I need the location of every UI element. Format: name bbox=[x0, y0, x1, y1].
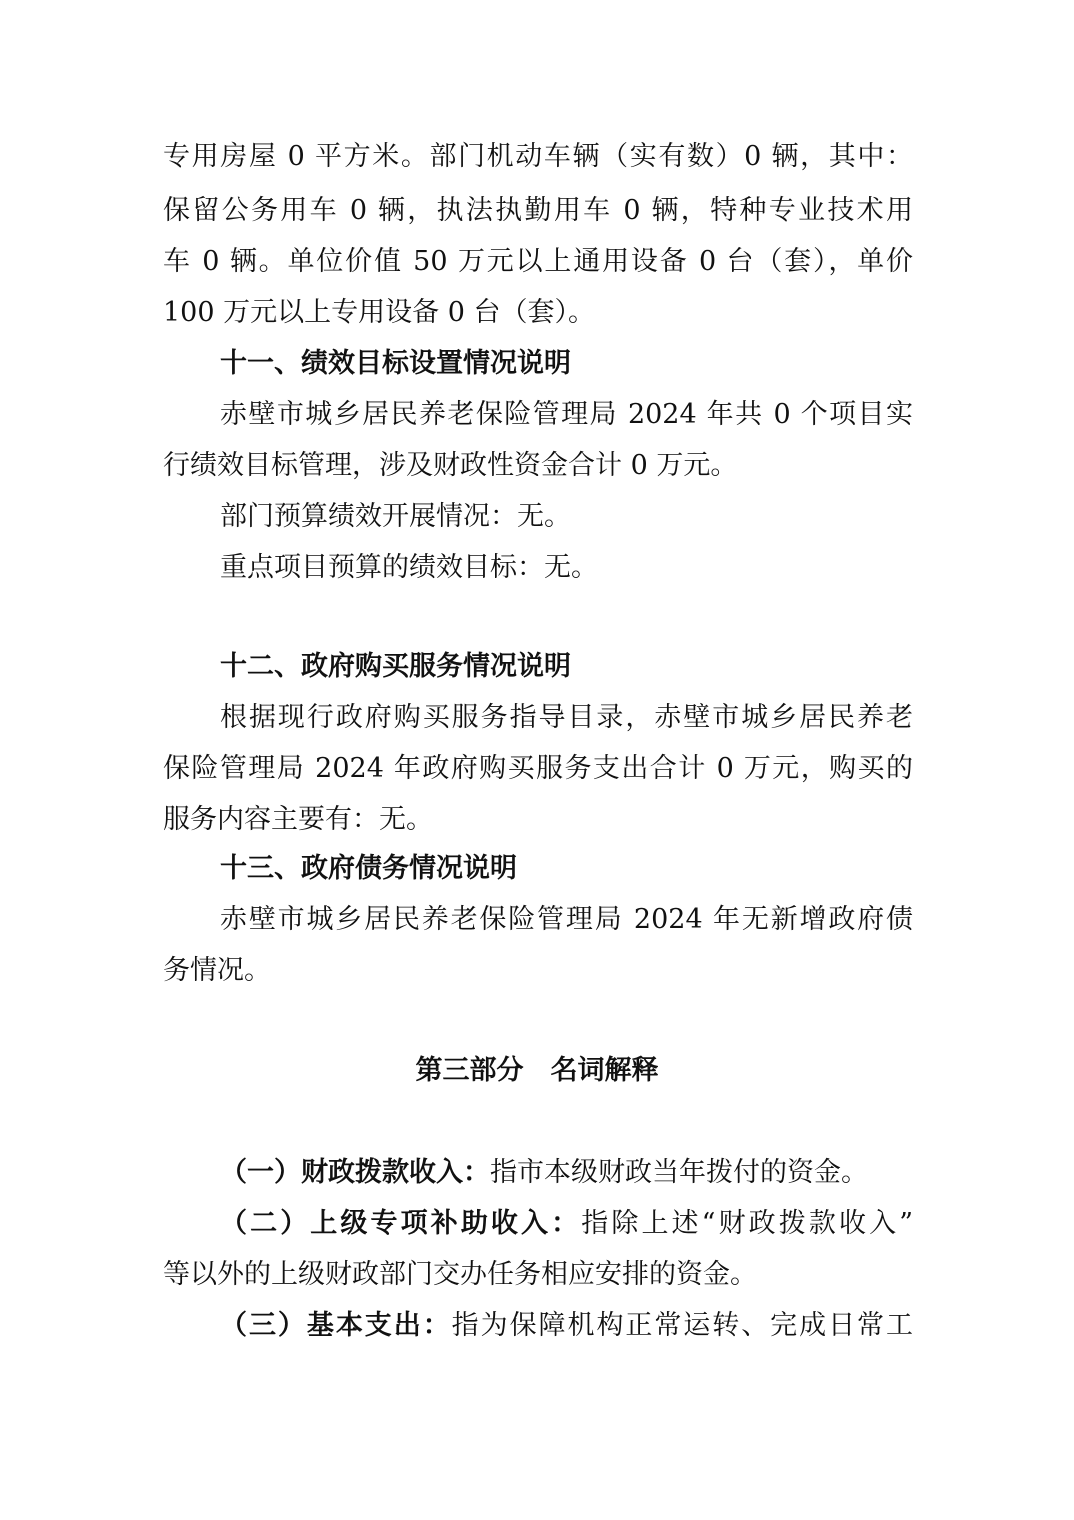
paragraph-line: 车 0 辆。单位价值 50 万元以上通用设备 0 台（套），单价 bbox=[163, 246, 913, 277]
definition-line bbox=[163, 1257, 913, 1293]
definition-text: 指市本级财政当年拨付的资金。 bbox=[490, 1157, 868, 1188]
definition-line bbox=[220, 1308, 913, 1344]
paragraph-line: 赤壁市城乡居民养老保险管理局 2024 年共 0 个项目实 bbox=[220, 399, 913, 430]
definition-text: 指为保障机构正常运转、完成日常工 bbox=[451, 1310, 914, 1341]
paragraph-line: 保留公务用车 0 辆，执法执勤用车 0 辆，特种专业技术用 bbox=[163, 195, 913, 226]
definition-term: （三）基本支出： bbox=[220, 1310, 452, 1341]
paragraph-line: 保险管理局 2024 年政府购买服务支出合计 0 万元，购买的 bbox=[163, 753, 913, 784]
paragraph-line: 根据现行政府购买服务指导目录，赤壁市城乡居民养老 bbox=[220, 702, 913, 733]
definition-text: 指除上述“财政拨款收入” bbox=[581, 1208, 913, 1239]
definition-term: （一）财政拨款收入： bbox=[220, 1157, 490, 1188]
paragraph-line: 100 万元以上专用设备 0 台（套）。 bbox=[163, 297, 595, 328]
paragraph-line: 务情况。 bbox=[163, 955, 271, 986]
definition-term: （二）上级专项补助收入： bbox=[220, 1208, 582, 1239]
definition-line bbox=[220, 1206, 913, 1242]
paragraph-line: 重点项目预算的绩效目标：无。 bbox=[220, 552, 598, 583]
section-heading-11: 十一、绩效目标设置情况说明 bbox=[220, 348, 571, 379]
paragraph-line: 专用房屋 0 平方米。部门机动车辆（实有数）0 辆，其中： bbox=[163, 141, 913, 172]
section-heading-12: 十二、政府购买服务情况说明 bbox=[220, 651, 571, 682]
section-heading-13: 十三、政府债务情况说明 bbox=[220, 853, 517, 884]
paragraph-line: 行绩效目标管理，涉及财政性资金合计 0 万元。 bbox=[163, 450, 738, 481]
paragraph-line: 部门预算绩效开展情况：无。 bbox=[220, 501, 571, 532]
part-title: 第三部分 名词解释 bbox=[415, 1055, 659, 1086]
definition-text: 等以外的上级财政部门交办任务相应安排的资金。 bbox=[163, 1259, 757, 1290]
definition-line bbox=[220, 1155, 913, 1191]
paragraph-line: 赤壁市城乡居民养老保险管理局 2024 年无新增政府债 bbox=[220, 904, 913, 935]
paragraph-line: 服务内容主要有：无。 bbox=[163, 804, 433, 835]
